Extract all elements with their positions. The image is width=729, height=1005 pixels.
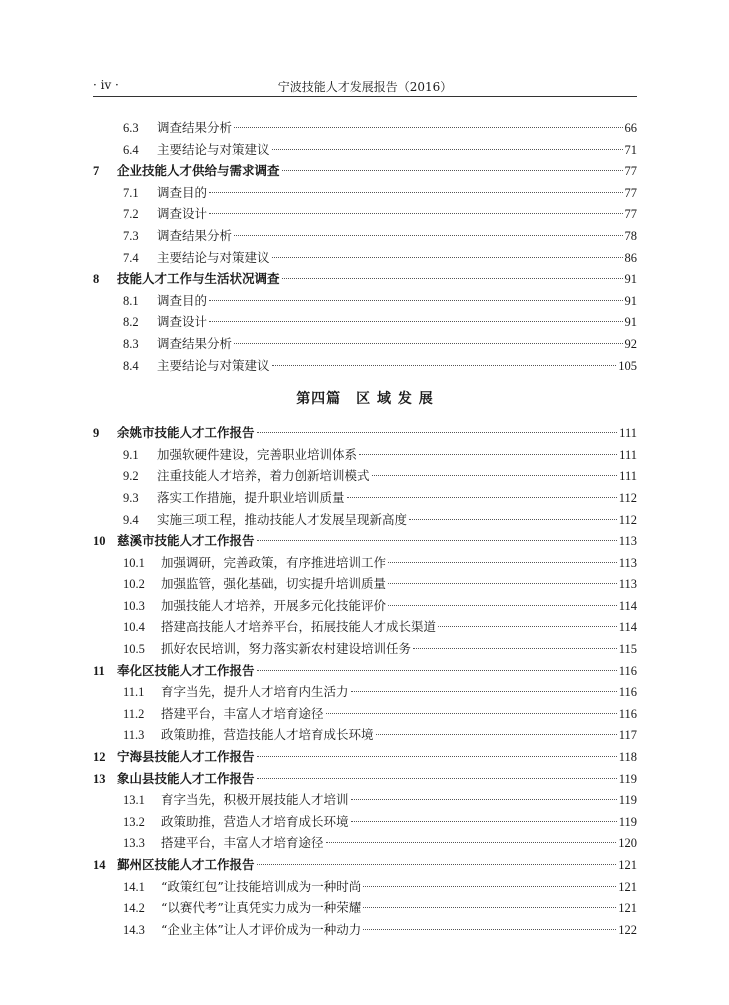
- chapter-number: 13: [93, 771, 106, 786]
- section-title: 加强软硬件建设，完善职业培训体系: [157, 446, 358, 462]
- toc-chapter-9[interactable]: [93, 422, 637, 444]
- chapter-number: 14: [93, 858, 106, 872]
- section-number: 11.2: [123, 706, 145, 721]
- section-title: “政策红包”让技能培训成为一种时尚: [161, 878, 362, 894]
- page-ref: 77: [624, 164, 637, 179]
- section-title: 调查设计: [157, 206, 208, 222]
- toc-section[interactable]: [93, 333, 637, 355]
- section-number: 9.1: [123, 447, 139, 462]
- dot-leader: [409, 519, 617, 520]
- page-ref: 91: [624, 272, 637, 287]
- section-number: 10.1: [123, 555, 145, 570]
- section-title: 加强调研，完善政策，有序推进培训工作: [161, 554, 387, 570]
- chapter-title: 宁海县技能人才工作报告: [117, 749, 255, 765]
- dot-leader: [347, 497, 617, 498]
- toc-section[interactable]: [93, 203, 637, 225]
- dot-leader: [257, 756, 617, 757]
- toc-section[interactable]: [93, 638, 637, 660]
- section-number: 13.2: [123, 814, 145, 829]
- dot-leader: [438, 626, 617, 627]
- toc-section[interactable]: [93, 876, 637, 898]
- dot-leader: [234, 127, 622, 128]
- page-ref: 117: [618, 728, 637, 743]
- page-ref: 78: [624, 228, 637, 243]
- page-ref: 122: [618, 922, 637, 937]
- section-number: 8.1: [123, 293, 139, 308]
- chapter-title: 奉化区技能人才工作报告: [117, 662, 255, 678]
- dot-leader: [388, 562, 617, 563]
- dot-leader: [272, 365, 617, 366]
- page-ref: 71: [624, 142, 637, 157]
- toc-section[interactable]: [93, 117, 637, 139]
- section-number: 9.3: [123, 490, 139, 505]
- toc-section[interactable]: [93, 225, 637, 247]
- page-ref: 118: [618, 750, 637, 765]
- page-ref: 116: [618, 685, 637, 700]
- toc-chapter-7[interactable]: [93, 160, 637, 182]
- toc-section[interactable]: [93, 139, 637, 161]
- toc-section[interactable]: [93, 355, 637, 377]
- toc-section[interactable]: [93, 811, 637, 833]
- table-of-contents: [93, 117, 637, 940]
- chapter-title: 象山县技能人才工作报告: [117, 770, 255, 786]
- section-title: 调查设计: [157, 314, 208, 330]
- section-number: 9.2: [123, 469, 139, 484]
- toc-section[interactable]: [93, 247, 637, 269]
- page-ref: 113: [618, 577, 637, 592]
- dot-leader: [272, 149, 623, 150]
- part-heading: 第四篇 区 域 发 展: [296, 391, 434, 408]
- page-ref: 77: [624, 185, 637, 200]
- section-number: 14.1: [123, 879, 145, 894]
- dot-leader: [363, 907, 616, 908]
- page-ref: 112: [618, 490, 637, 505]
- dot-leader: [351, 821, 617, 822]
- toc-section[interactable]: [93, 465, 637, 487]
- page-ref: 111: [619, 426, 637, 441]
- toc-section[interactable]: [93, 311, 637, 333]
- page-ref: 91: [624, 293, 637, 308]
- chapter-number: 10: [93, 534, 106, 549]
- section-number: 9.4: [123, 512, 139, 527]
- section-number: 14.3: [123, 922, 145, 937]
- section-title: 主要结论与对策建议: [157, 249, 270, 265]
- page-ref: 120: [618, 836, 637, 851]
- section-title: 调查目的: [157, 184, 208, 200]
- section-number: 8.2: [123, 315, 139, 330]
- dot-leader: [209, 213, 622, 214]
- page-ref: 113: [618, 555, 637, 570]
- dot-leader: [272, 257, 623, 258]
- page-ref: 121: [618, 858, 637, 872]
- toc-section[interactable]: [93, 290, 637, 312]
- page-ref: 77: [624, 207, 637, 222]
- page-ref: 119: [618, 771, 637, 786]
- toc-section[interactable]: [93, 897, 637, 919]
- section-number: 10.2: [123, 577, 145, 592]
- page-ref: 116: [618, 663, 637, 678]
- toc-section[interactable]: [93, 182, 637, 204]
- section-title: 育字当先，提升人才培育内生活力: [161, 684, 349, 700]
- dot-leader: [234, 235, 622, 236]
- toc-section[interactable]: [93, 832, 637, 854]
- page-ref: 86: [624, 250, 637, 265]
- toc-section[interactable]: [93, 573, 637, 595]
- section-number: 7.3: [123, 228, 139, 243]
- toc-section[interactable]: [93, 444, 637, 466]
- toc-chapter-13[interactable]: [93, 768, 637, 790]
- section-number: 14.2: [123, 901, 145, 916]
- section-number: 7.2: [123, 207, 139, 222]
- section-title: 调查目的: [157, 292, 208, 308]
- section-title: 搭建高技能人才培养平台，拓展技能人才成长渠道: [161, 619, 437, 635]
- section-title: 抓好农民培训，努力落实新农村建设培训任务: [161, 641, 412, 657]
- dot-leader: [351, 799, 617, 800]
- section-number: 10.4: [123, 620, 145, 635]
- section-number: 6.4: [123, 142, 139, 157]
- page-ref: 119: [618, 793, 637, 808]
- dot-leader: [234, 343, 622, 344]
- dot-leader: [376, 734, 617, 735]
- chapter-number: 7: [93, 164, 100, 179]
- section-title: 加强监管，强化基础，切实提升培训质量: [161, 576, 387, 592]
- toc-section[interactable]: [93, 487, 637, 509]
- section-number: 8.3: [123, 336, 139, 351]
- toc-section[interactable]: [93, 703, 637, 725]
- page-number: · iv ·: [93, 78, 119, 92]
- toc-section[interactable]: [93, 616, 637, 638]
- toc-section[interactable]: [93, 789, 637, 811]
- toc-section[interactable]: [93, 724, 637, 746]
- dot-leader: [209, 192, 622, 193]
- section-title: 加强技能人才培养，开展多元化技能评价: [161, 597, 387, 613]
- section-number: 10.5: [123, 642, 145, 657]
- dot-leader: [282, 278, 623, 279]
- section-title: 政策助推，营造技能人才培育成长环境: [161, 727, 374, 743]
- dot-leader: [282, 170, 623, 171]
- chapter-title: 企业技能人才供给与需求调查: [117, 163, 280, 179]
- chapter-number: 11: [93, 663, 105, 678]
- page-ref: 121: [618, 901, 637, 916]
- page-ref: 116: [618, 706, 637, 721]
- dot-leader: [363, 886, 616, 887]
- page-ref: 66: [624, 121, 637, 135]
- chapter-number: 12: [93, 750, 106, 765]
- section-title: “以赛代考”让真凭实力成为一种荣耀: [161, 900, 362, 916]
- chapter-number: 8: [93, 272, 100, 287]
- book-title: 宁波技能人才发展报告（2016）: [277, 80, 453, 94]
- chapter-number: 9: [93, 426, 100, 441]
- dot-leader: [388, 605, 617, 606]
- section-number: 11.3: [123, 728, 145, 743]
- toc-chapter-10[interactable]: [93, 530, 637, 552]
- toc-section[interactable]: [93, 919, 637, 941]
- page-ref: 121: [618, 879, 637, 894]
- dot-leader: [257, 670, 617, 671]
- page-ref: 92: [624, 336, 637, 351]
- page-ref: 114: [618, 620, 637, 635]
- section-title: 落实工作措施，提升职业培训质量: [157, 489, 345, 505]
- section-title: 调查结果分析: [157, 335, 233, 351]
- section-number: 6.3: [123, 121, 139, 135]
- page-ref: 111: [619, 447, 637, 462]
- section-title: 调查结果分析: [157, 120, 233, 135]
- running-header: [93, 76, 637, 97]
- dot-leader: [257, 432, 618, 433]
- dot-leader: [209, 321, 622, 322]
- dot-leader: [257, 540, 617, 541]
- section-number: 11.1: [123, 685, 145, 700]
- dot-leader: [257, 778, 617, 779]
- section-number: 7.4: [123, 250, 139, 265]
- section-number: 10.3: [123, 598, 145, 613]
- toc-section[interactable]: [93, 552, 637, 574]
- dot-leader: [351, 691, 617, 692]
- toc-section[interactable]: [93, 509, 637, 531]
- page-ref: 91: [624, 315, 637, 330]
- page-ref: 115: [618, 642, 637, 657]
- section-title: 调查结果分析: [157, 227, 233, 243]
- page-ref: 119: [618, 814, 637, 829]
- toc-chapter-12[interactable]: [93, 746, 637, 768]
- dot-leader: [257, 864, 617, 865]
- dot-leader: [209, 300, 622, 301]
- section-number: 7.1: [123, 185, 139, 200]
- section-title: 实施三项工程，推动技能人才发展呈现新高度: [157, 511, 408, 527]
- toc-section[interactable]: [93, 595, 637, 617]
- section-title: 政策助推，营造人才培育成长环境: [161, 813, 349, 829]
- section-title: “企业主体”让人才评价成为一种动力: [161, 921, 362, 937]
- section-title: 育字当先，积极开展技能人才培训: [161, 792, 349, 808]
- dot-leader: [388, 583, 617, 584]
- dot-leader: [359, 454, 617, 455]
- dot-leader: [413, 648, 617, 649]
- chapter-title: 技能人才工作与生活状况调查: [117, 271, 280, 287]
- chapter-title: 余姚市技能人才工作报告: [117, 425, 255, 441]
- page-ref: 105: [618, 358, 637, 373]
- dot-leader: [363, 929, 616, 930]
- dot-leader: [372, 475, 618, 476]
- page-ref: 113: [618, 534, 637, 549]
- toc-chapter-14[interactable]: [93, 854, 637, 876]
- section-title: 搭建平台，丰富人才培育途径: [161, 705, 324, 721]
- section-number: 8.4: [123, 358, 139, 373]
- page-ref: 114: [618, 598, 637, 613]
- dot-leader: [326, 842, 617, 843]
- dot-leader: [326, 713, 617, 714]
- section-title: 主要结论与对策建议: [157, 357, 270, 373]
- toc-chapter-8[interactable]: [93, 268, 637, 290]
- toc-chapter-11[interactable]: [93, 660, 637, 682]
- chapter-title: 鄞州区技能人才工作报告: [117, 857, 255, 872]
- chapter-title: 慈溪市技能人才工作报告: [117, 533, 255, 549]
- page-ref: 111: [619, 469, 637, 484]
- section-number: 13.3: [123, 836, 145, 851]
- section-title: 主要结论与对策建议: [157, 141, 270, 157]
- section-title: 搭建平台，丰富人才培育途径: [161, 835, 324, 851]
- section-number: 13.1: [123, 793, 145, 808]
- section-title: 注重技能人才培养，着力创新培训模式: [157, 468, 370, 484]
- page-ref: 112: [618, 512, 637, 527]
- toc-section[interactable]: [93, 681, 637, 703]
